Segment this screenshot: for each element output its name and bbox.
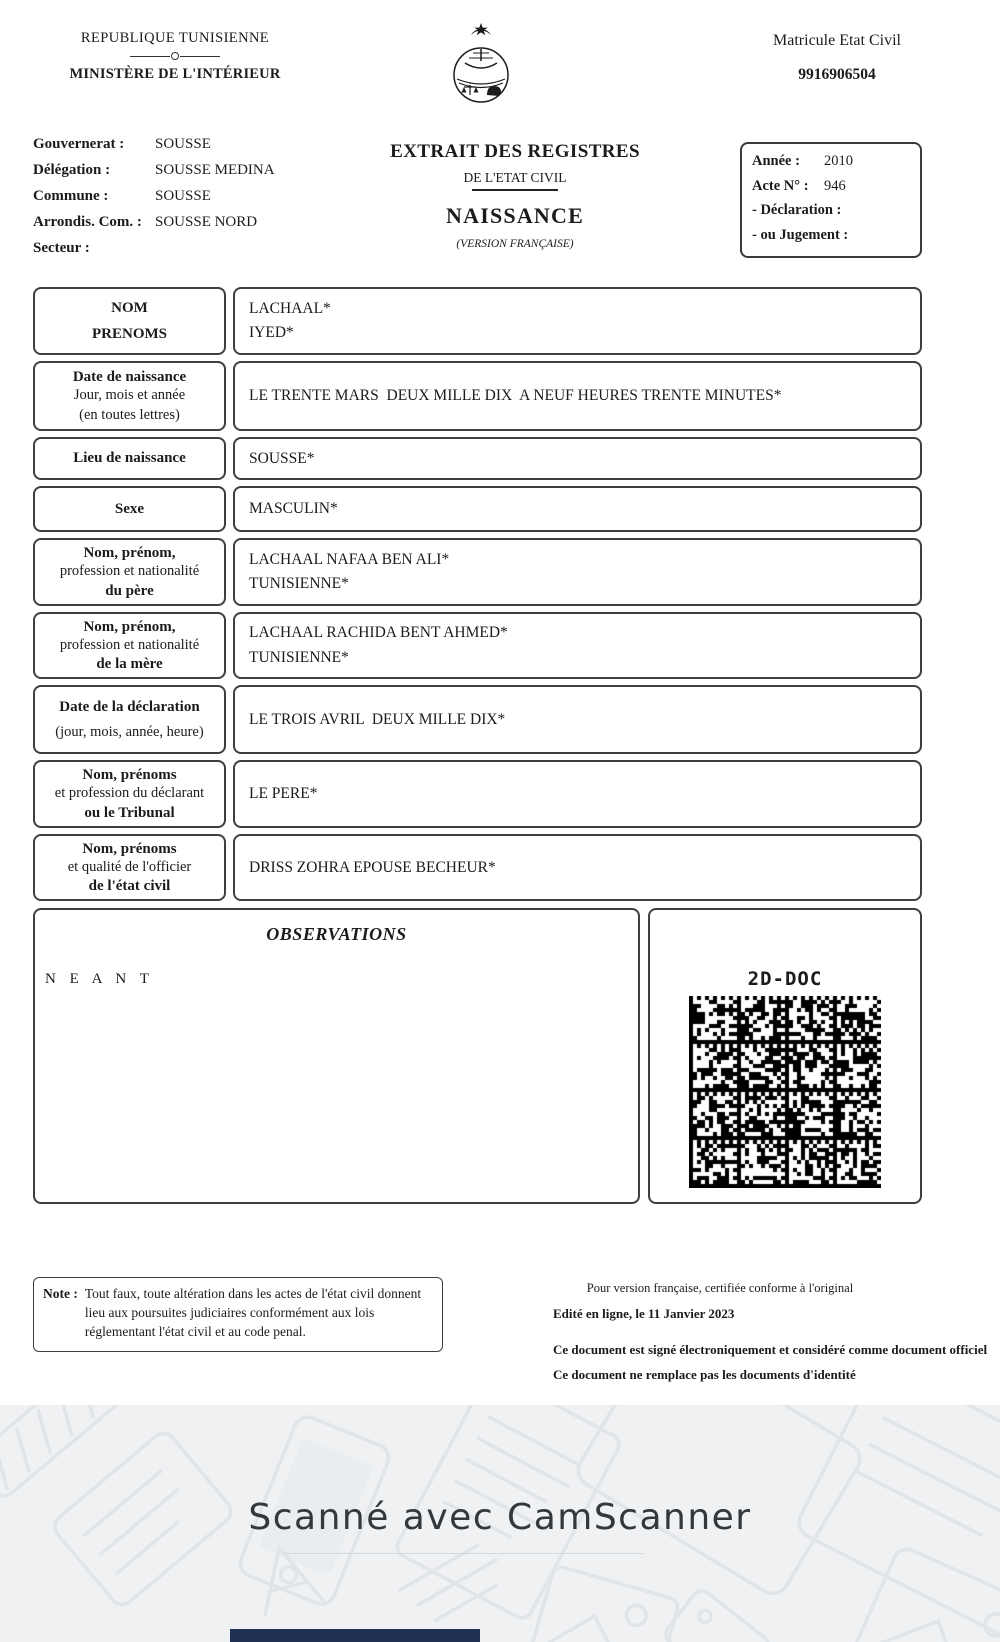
observations-title: OBSERVATIONS: [266, 924, 407, 944]
field-delegation: Délégation : SOUSSE MEDINA: [33, 161, 275, 178]
ministry-title: MINISTÈRE DE L'INTÉRIEUR: [69, 66, 281, 82]
certification-line: Pour version française, certifiée conforme à l'original: [586, 1281, 854, 1295]
camscanner-footer: [0, 1405, 1000, 1642]
table-row-date-declaration: Date de la déclaration (jour, mois, année, heure) LE TROIS AVRIL DEUX MILLE DIX*: [33, 685, 922, 754]
table-row-sexe: Sexe MASCULIN*: [33, 486, 922, 532]
act-jugement: - ou Jugement :: [752, 226, 849, 243]
header-divider: [40, 52, 310, 60]
matricule-label: Matricule Etat Civil: [773, 32, 901, 49]
table-row-nom: NOM PRENOMS LACHAAL* IYED*: [33, 287, 922, 355]
bottom-navy-bar: [230, 1629, 480, 1642]
barcode-label: 2D-DOC: [747, 968, 823, 990]
act-declaration: - Déclaration :: [752, 202, 842, 219]
republic-title: REPUBLIQUE TUNISIENNE: [80, 30, 270, 46]
table-row-mere: Nom, prénom, profession et nationalité de la mère LACHAAL RACHIDA BENT AHMED* TUNISIENNE*: [33, 612, 922, 679]
identity-disclaimer-line: Ce document ne remplace pas les documents d'identité: [553, 1367, 856, 1382]
title-etat-civil: DE L'ETAT CIVIL: [463, 170, 567, 185]
act-numero: Acte N° : 946: [752, 177, 846, 194]
act-box: [740, 142, 922, 258]
camscanner-underline: [284, 1553, 644, 1554]
republic-header: [40, 30, 310, 83]
title-naissance: NAISSANCE: [446, 203, 584, 228]
table-row-officier: Nom, prénoms et qualité de l'officier de l'état civil DRISS ZOHRA EPOUSE BECHEUR*: [33, 834, 922, 901]
title-underline: [472, 189, 558, 191]
title-extrait: EXTRAIT DES REGISTRES: [390, 141, 640, 162]
admin-fields: [33, 131, 353, 261]
legal-note: [33, 1277, 443, 1352]
field-arrondissement: Arrondis. Com. : SOUSSE NORD: [33, 213, 258, 230]
record-table: [33, 287, 922, 901]
matricule-value: 9916906504: [798, 66, 876, 83]
datamatrix-barcode: [689, 996, 881, 1188]
title-version: (VERSION FRANÇAISE): [456, 238, 574, 250]
matricule-block: [742, 32, 932, 84]
signature-line: Ce document est signé électroniquement et considéré comme document officiel: [553, 1342, 988, 1357]
camscanner-text: Scanné avec CamScanner: [248, 1497, 752, 1538]
barcode-box: [648, 908, 922, 1204]
note-label: Note :: [43, 1286, 78, 1301]
observations-box: [33, 908, 640, 1204]
document-title: [352, 141, 678, 250]
note-text: Tout faux, toute altération dans les actes de l'état civil donnent lieu aux poursuites judiciaires conformément aux lois réglementant l'état civil et au code penal.: [84, 1286, 422, 1339]
edition-date-line: Edité en ligne, le 11 Janvier 2023: [553, 1306, 735, 1321]
field-commune: Commune : SOUSSE: [33, 187, 211, 204]
field-secteur: Secteur :: [33, 239, 90, 256]
tunisia-coat-of-arms-icon: [450, 22, 512, 111]
act-annee: Année : 2010: [752, 153, 853, 169]
table-row-declarant: Nom, prénoms et profession du déclarant ou le Tribunal LE PERE*: [33, 760, 922, 828]
field-gouvernerat: Gouvernerat : SOUSSE: [33, 135, 211, 152]
table-row-date-naissance: Date de naissance Jour, mois et année (en toutes lettres) LE TRENTE MARS DEUX MILLE DIX A NEUF HEURES TRENTE MINUTES*: [33, 361, 922, 431]
table-row-pere: Nom, prénom, profession et nationalité du père LACHAAL NAFAA BEN ALI* TUNISIENNE*: [33, 538, 922, 606]
observations-value: N E A N T: [45, 971, 154, 987]
table-row-lieu: Lieu de naissance SOUSSE*: [33, 437, 922, 480]
